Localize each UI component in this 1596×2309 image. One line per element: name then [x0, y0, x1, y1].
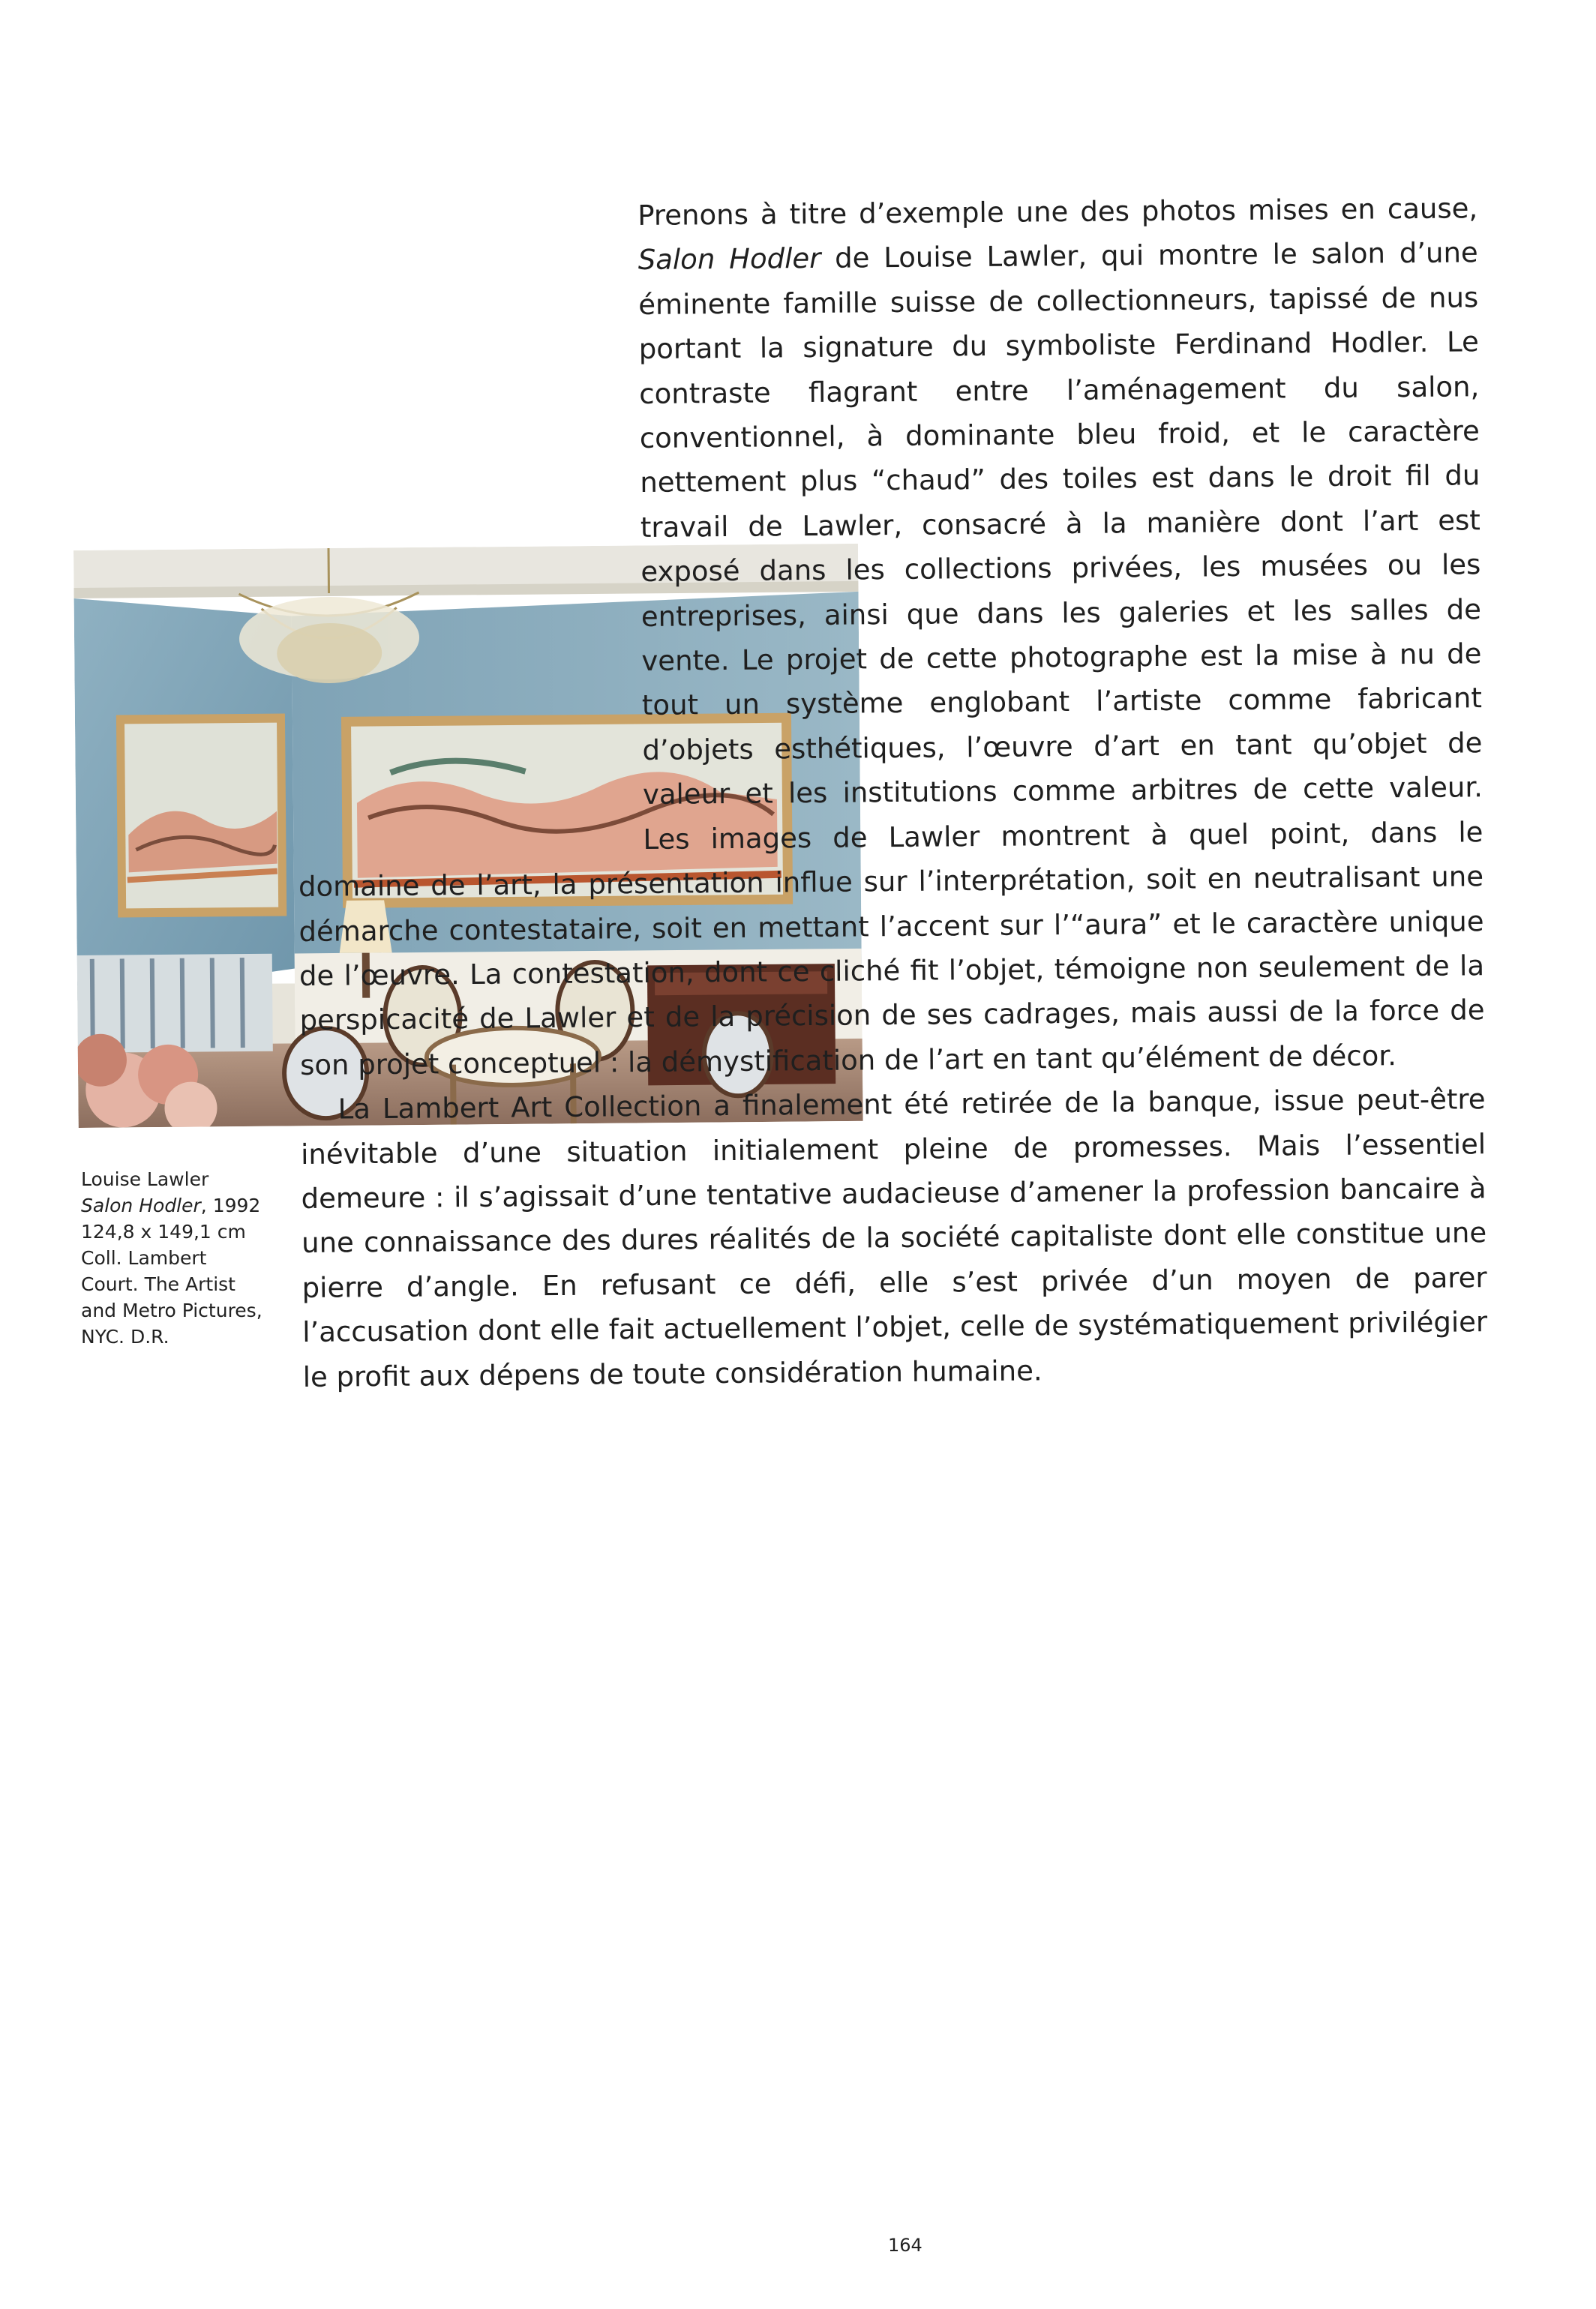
caption-credit-3: NYC. D.R.: [81, 1326, 170, 1348]
caption-title-line: [81, 1192, 298, 1219]
caption-artist: Louise Lawler: [81, 1168, 209, 1190]
paragraph-1-rest: de Louise Lawler, qui montre le salon d’une éminente famille suisse de collectionneurs, tapissé de nus portant la signature du symboliste Ferdinand Hodler. Le contraste flagrant entre l’aménagement du salon, conventionnel, à dominante bleu froid, et le caractère nettement plus “chaud” des toiles est dans le droit fil du travail de Lawler, consacré à la manière dont l’art est exposé dans les collections privées, les musées ou les entreprises, ainsi que dans les galeries et les salles de vente. Le projet de cette photographe est la mise à nu de tout un système englobant l’artiste comme fabricant d’objets esthétiques, l’œuvre d’art en tant qu’objet de valeur et les institutions comme arbitres de cette valeur. Les images de Lawler montrent à quel point, dans le domaine de l’art, la présentation influe sur l’interprétation, soit en neutralisant une démarche contestataire, soit en mettant l’accent sur l’“aura” et le caractère unique de l’œuvre. La contestation, dont ce cliché fit l’objet, témoigne non seulement de la perspicacité de Lawler et de la précision de ses cadrages, mais aussi de la force de son projet conceptuel : la démystification de l’art en tant qu’élément de décor.: [298, 236, 1485, 1081]
image-wrap-space: [68, 193, 643, 840]
caption-credit-1: Court. The Artist: [81, 1273, 236, 1295]
caption-year: , 1992: [200, 1195, 261, 1216]
caption-collection: Coll. Lambert: [81, 1247, 207, 1269]
photo-caption: [81, 1166, 298, 1350]
paragraph-1-start: Prenons à titre d’exemple une des photos mises en cause,: [638, 192, 1478, 232]
caption-dimensions: 124,8 x 149,1 cm: [81, 1221, 246, 1243]
body-text: [292, 186, 1488, 1399]
caption-credit-2: and Metro Pictures,: [81, 1300, 262, 1321]
paragraph-1: [292, 186, 1485, 1087]
page-number: 164: [888, 2235, 922, 2256]
paragraph-2: La Lambert Art Collection a finalement été retirée de la banque, issue peut-être inévitable d’une situation initialement pleine de promesses. Mais l’essentiel demeure : il s’agissait d’une tentative audacieuse d’amener la profession bancaire à une connaissance des dures réalités de la société capitaliste dont elle constitue une pierre d’angle. En refusant ce défi, elle s’est privée d’un moyen de parer l’accusation dont elle fait actuellement l’objet, celle de systématiquement privilégier le profit aux dépens de toute considération humaine.: [300, 1083, 1488, 1393]
artwork-title: Salon Hodler: [638, 242, 821, 277]
caption-title: Salon Hodler: [81, 1195, 201, 1216]
